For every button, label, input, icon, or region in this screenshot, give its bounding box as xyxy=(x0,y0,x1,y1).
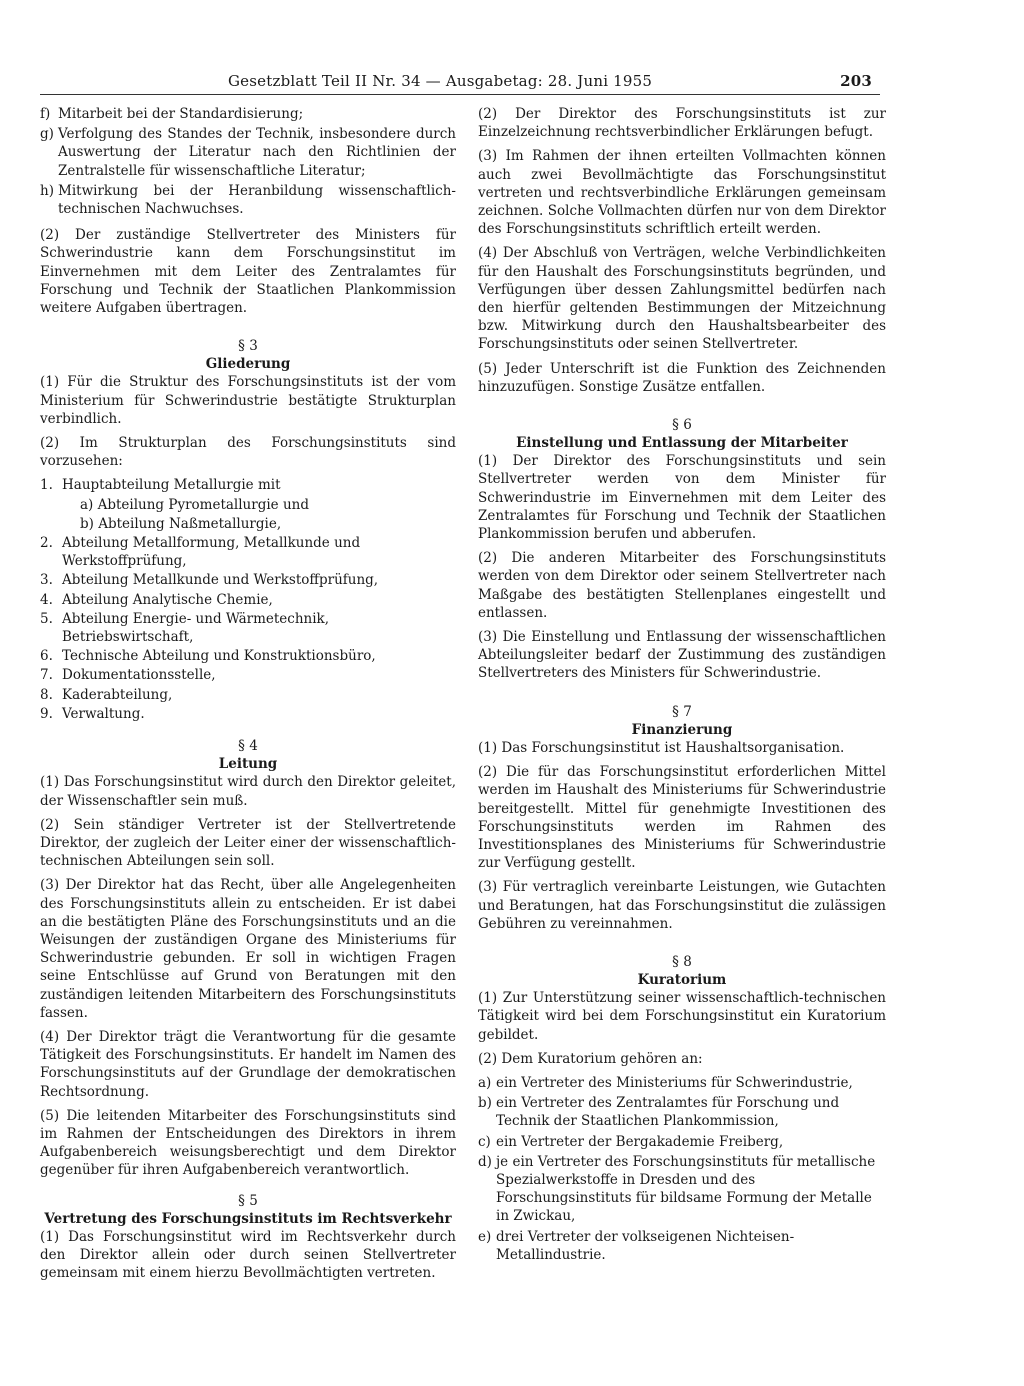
paragraph: (2) Die für das Forschungsinstitut erforderlichen Mittel werden im Haushalt des Ministeriums für Schwerindustrie bereitgestellt. Mittel für genehmigte Investitionen des Forschungsinstituts werden im Rahmen des Investitionsplanes des Ministeriums für Schwerindustrie zur Verfügung gestellt. xyxy=(478,764,886,872)
list-marker: 5. xyxy=(40,610,53,627)
section-heading: Finanzierung xyxy=(631,721,733,738)
section-number: § 4 xyxy=(238,738,258,755)
list-text: drei Vertreter der volkseigenen Nichteisen-Metallindustrie. xyxy=(496,1228,795,1263)
page-number: 203 xyxy=(840,72,872,90)
section-number: § 7 xyxy=(672,703,692,720)
paragraph: (2) Die anderen Mitarbeiter des Forschungsinstituts werden von dem Direktor oder seinem Stellvertreter nach Maßgabe des bestätigten Stellenplanes eingestellt und entlassen. xyxy=(478,550,886,621)
list-subitem: a) Abteilung Pyrometallurgie und xyxy=(80,496,309,513)
left-column xyxy=(40,105,456,1288)
list-marker: 4. xyxy=(40,591,53,608)
list-item xyxy=(40,705,456,723)
paragraph: (5) Die leitenden Mitarbeiter des Forschungsinstituts sind im Rahmen der Entscheidungen des Direktors in ihrem Aufgabenbereich weisungsberechtigt und dem Direktor gegenüber für ihren Aufgabenbereich verantwortlich. xyxy=(40,1107,456,1179)
paragraph: (1) Der Direktor des Forschungsinstituts und sein Stellvertreter werden von dem Minister für Schwerindustrie im Einvernehmen mit dem Leiter des Zentralamtes für Forschung und Technik der Staatlichen Plankommission berufen und abberufen. xyxy=(478,453,886,543)
paragraph: (5) Jeder Unterschrift ist die Funktion des Zeichnenden hinzuzufügen. Sonstige Zusätze entfallen. xyxy=(478,360,886,395)
list-item xyxy=(40,647,456,665)
list-subitem: b) Abteilung Naßmetallurgie, xyxy=(80,515,282,532)
list-item xyxy=(40,686,456,704)
gazette-title: Gesetzblatt Teil II Nr. 34 — Ausgabetag: 28. Juni 1955 xyxy=(228,72,653,90)
list-item xyxy=(40,610,456,646)
list-text: ein Vertreter des Ministeriums für Schwerindustrie, xyxy=(496,1074,853,1091)
paragraph: (2) Der zuständige Stellvertreter des Ministers für Schwerindustrie kann dem Forschungsinstitut im Einvernehmen mit dem Leiter des Zentralamtes für Forschung und Technik der Staatlichen Plankommission weitere Aufgaben übertragen. xyxy=(40,227,456,317)
page-header xyxy=(40,72,880,95)
list-item xyxy=(478,1228,886,1264)
list-text: Verwaltung. xyxy=(62,705,145,722)
section-number: § 3 xyxy=(238,338,258,355)
list-item xyxy=(478,1094,886,1130)
paragraph: (3) Für vertraglich vereinbarte Leistungen, wie Gutachten und Beratungen, hat das Forschungsinstitut die zulässigen Gebühren zu vereinnahmen. xyxy=(478,879,886,932)
list-item xyxy=(478,1074,886,1092)
section-heading: Gliederung xyxy=(205,356,291,373)
paragraph: (2) Sein ständiger Vertreter ist der Stellvertretende Direktor, der zugleich der Leiter einer der wissenschaftlich-technischen Abteilungen sein soll. xyxy=(40,816,456,870)
right-column xyxy=(478,105,886,1266)
paragraph: (3) Die Einstellung und Entlassung der wissenschaftlichen Abteilungsleiter bedarf der Zustimmung des zuständigen Stellvertreters des Ministers für Schwerindustrie. xyxy=(478,629,886,682)
list-text: Mitarbeit bei der Standardisierung; xyxy=(58,106,304,122)
paragraph: (2) Der Direktor des Forschungsinstituts ist zur Einzelzeichnung rechtsverbindlicher Erklärungen befugt. xyxy=(478,106,886,141)
list-item xyxy=(40,125,456,180)
list-marker: 2. xyxy=(40,535,53,552)
list-text: Hauptabteilung Metallurgie mit xyxy=(62,477,281,494)
paragraph: (3) Der Direktor hat das Recht, über alle Angelegenheiten des Forschungsinstituts allein zu entscheiden. Er ist dabei an die bestätigten Pläne des Forschungsinstituts und an die Weisungen der zuständigen Organe des Ministeriums für Schwerindustrie gebunden. Er soll in wichtigen Fragen seine Entschlüsse auf Grund von Beratungen mit den zuständigen leitenden Mitarbeitern des Forschungsinstituts fassen. xyxy=(40,877,456,1021)
paragraph: (4) Der Direktor trägt die Verantwortung für die gesamte Tätigkeit des Forschungsinstituts. Er handelt im Namen des Forschungsinstituts auf der Grundlage der demokratischen Rechtsordnung. xyxy=(40,1028,456,1100)
paragraph: (1) Das Forschungsinstitut wird im Rechtsverkehr durch den Direktor allein oder durch seinen Stellvertreter gemeinsam mit einem hierzu Bevollmächtigten vertreten. xyxy=(40,1228,456,1282)
paragraph: (2) Dem Kuratorium gehören an: xyxy=(478,1050,703,1067)
list-item xyxy=(40,571,456,589)
section-heading: Vertretung des Forschungsinstituts im Rechtsverkehr xyxy=(44,1210,452,1227)
list-item xyxy=(40,105,456,123)
list-text: Abteilung Analytische Chemie, xyxy=(62,591,273,608)
list-text: je ein Vertreter des Forschungsinstituts für metallische Spezialwerkstoffe in Dresden und des Forschungsinstituts für bildsame Formung der Metalle in Zwickau, xyxy=(496,1153,876,1225)
paragraph: (1) Zur Unterstützung seiner wissenschaftlich-technischen Tätigkeit wird bei dem Forschungsinstitut ein Kuratorium gebildet. xyxy=(478,990,886,1043)
section-number: § 8 xyxy=(672,953,692,970)
list-text: Dokumentationsstelle, xyxy=(62,667,216,684)
list-marker: h) xyxy=(40,182,54,199)
list-item xyxy=(40,182,456,218)
list-text: Abteilung Metallformung, Metallkunde und Werkstoffprüfung, xyxy=(62,535,361,570)
list-marker: 7. xyxy=(40,667,53,684)
list-text: Kaderabteilung, xyxy=(62,686,173,703)
list-marker: 1. xyxy=(40,477,53,494)
section-heading: Kuratorium xyxy=(637,971,727,988)
section-number: § 5 xyxy=(238,1192,258,1209)
list-text: Technische Abteilung und Konstruktionsbüro, xyxy=(62,648,376,665)
list-marker: b) xyxy=(478,1095,492,1112)
list-item xyxy=(478,1153,886,1226)
list-text: Abteilung Energie- und Wärmetechnik, Betriebswirtschaft, xyxy=(62,610,330,646)
list-marker: a) xyxy=(478,1074,492,1091)
paragraph: (1) Das Forschungsinstitut wird durch den Direktor geleitet, der Wissenschaftler sein muß. xyxy=(40,774,456,809)
list-item xyxy=(40,476,456,494)
list-marker: c) xyxy=(478,1133,491,1150)
paragraph: (3) Im Rahmen der ihnen erteilten Vollmachten können auch zwei Bevollmächtigte das Forschungsinstitut vertreten und rechtsverbindliche Erklärungen gemeinsam zeichnen. Solche Vollmachten dürfen nur von dem Direktor des Forschungsinstituts schriftlich erteilt werden. xyxy=(478,148,886,238)
list-item xyxy=(40,534,456,570)
list-marker: f) xyxy=(40,106,51,122)
list-marker: 6. xyxy=(40,648,53,665)
list-marker: 3. xyxy=(40,572,53,589)
section-number: § 6 xyxy=(672,417,692,434)
list-marker: 9. xyxy=(40,705,53,722)
list-marker: g) xyxy=(40,126,54,143)
list-text: Abteilung Metallkunde und Werkstoffprüfung, xyxy=(62,572,379,589)
list-item xyxy=(40,591,456,609)
section-heading: Einstellung und Entlassung der Mitarbeiter xyxy=(516,435,848,452)
list-marker: d) xyxy=(478,1153,492,1170)
list-marker: 8. xyxy=(40,686,53,703)
list-text: ein Vertreter der Bergakademie Freiberg, xyxy=(496,1133,784,1150)
paragraph: (2) Im Strukturplan des Forschungsinstituts sind vorzusehen: xyxy=(40,435,456,470)
list-item xyxy=(478,1133,886,1151)
list-item xyxy=(40,666,456,684)
list-marker: e) xyxy=(478,1228,492,1245)
list-text: Mitwirkung bei der Heranbildung wissenschaftlich-technischen Nachwuchses. xyxy=(58,182,456,218)
paragraph: (4) Der Abschluß von Verträgen, welche Verbindlichkeiten für den Haushalt des Forschungsinstituts begründen, und Verfügungen über dessen Zahlungsmittel bedürfen nach den hierfür geltenden Bestimmungen der Mitzeichnung bzw. Mitwirkung durch den Haushaltsbearbeiter des Forschungsinstituts oder seinen Stellvertreter. xyxy=(478,245,886,353)
list-text: ein Vertreter des Zentralamtes für Forschung und Technik der Staatlichen Plankommission, xyxy=(496,1095,840,1130)
list-text: Verfolgung des Standes der Technik, insbesondere durch Auswertung der Literatur nach den Richtlinien der Zentralstelle für wissenschaftliche Literatur; xyxy=(58,126,456,179)
paragraph: (1) Das Forschungsinstitut ist Haushaltsorganisation. xyxy=(478,739,845,756)
paragraph: (1) Für die Struktur des Forschungsinstituts ist der vom Ministerium für Schwerindustrie bestätigte Strukturplan verbindlich. xyxy=(40,374,456,427)
section-heading: Leitung xyxy=(218,756,278,773)
